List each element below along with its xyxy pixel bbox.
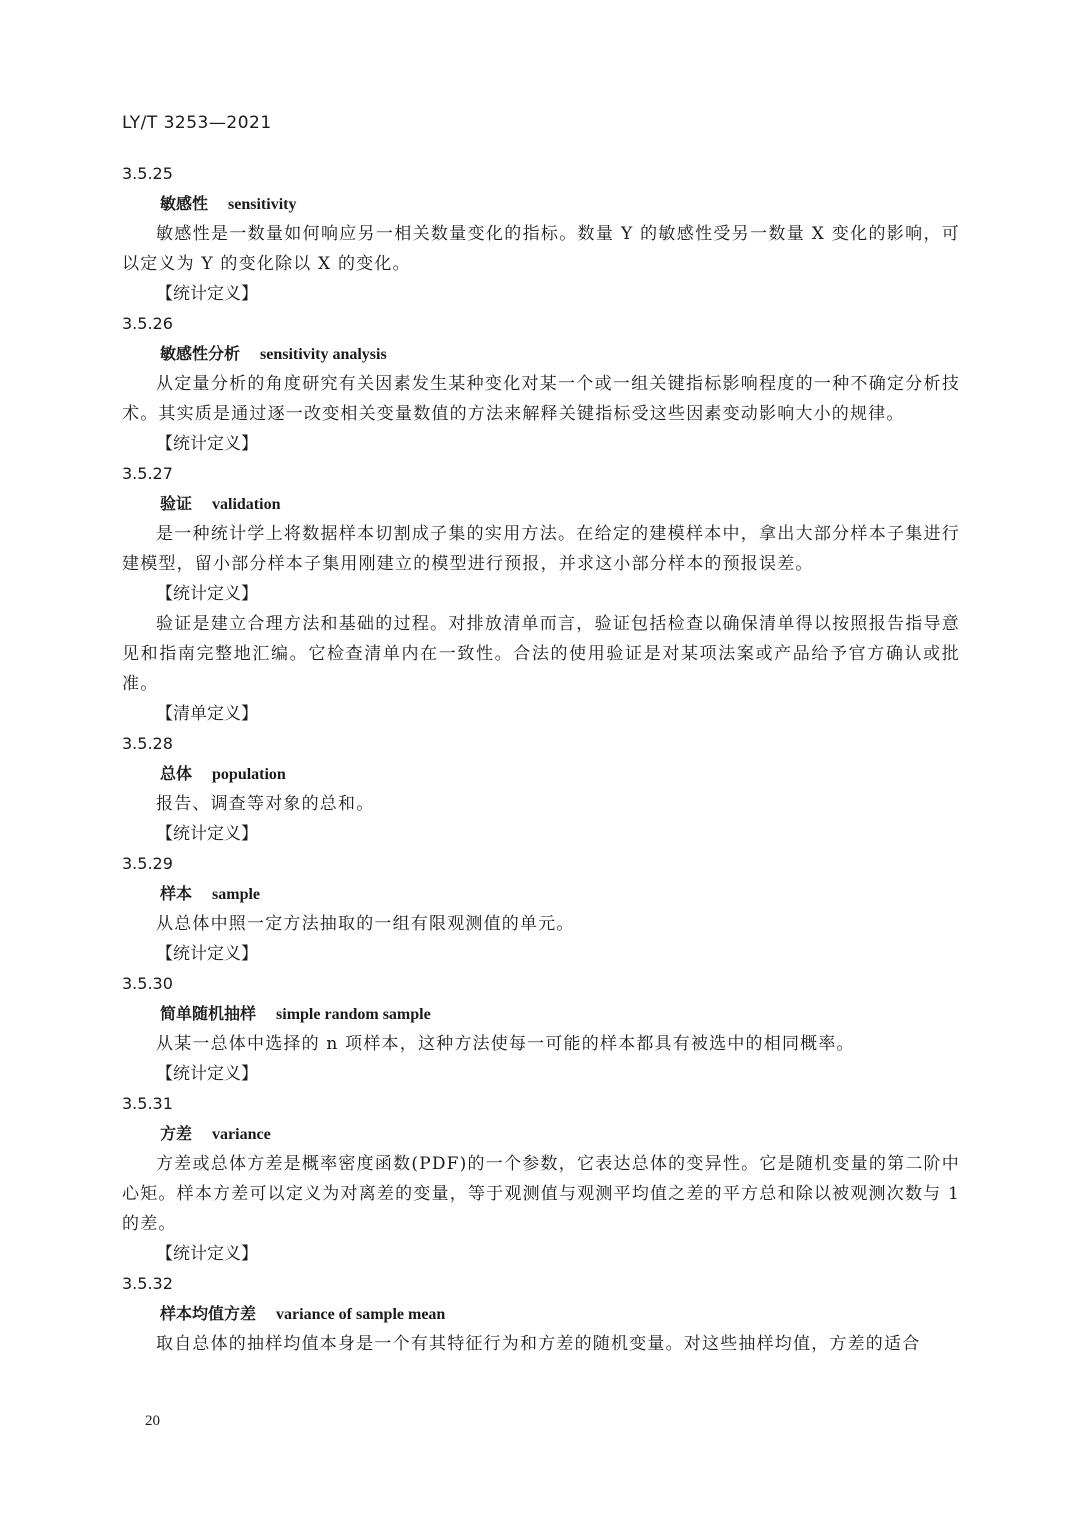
definition-entry [122, 309, 960, 459]
definition-text: 从定量分析的角度研究有关因素发生某种变化对某一个或一组关键指标影响程度的一种不确定分析技术。其实质是通过逐一改变相关变量数值的方法来解释关键指标受这些因素变动影响大小的规律。 [122, 374, 960, 424]
definition-entry [122, 1089, 960, 1269]
definition-source: 【统计定义】 [156, 824, 258, 844]
definition-source: 【统计定义】 [156, 284, 258, 304]
definitions-list [122, 159, 960, 1359]
definition-text: 报告、调查等对象的总和。 [156, 794, 375, 814]
term-heading [122, 1119, 960, 1149]
clause-number: 3.5.26 [122, 314, 173, 333]
definition-entry [122, 849, 960, 969]
definition-source: 【统计定义】 [156, 434, 258, 454]
definition-entry [122, 159, 960, 309]
definition-text: 取自总体的抽样均值本身是一个有其特征行为和方差的随机变量。对这些抽样均值，方差的适合 [156, 1334, 921, 1354]
term-heading [122, 489, 960, 519]
term-english: population [212, 766, 286, 783]
definition-text: 方差或总体方差是概率密度函数(PDF)的一个参数，它表达总体的变异性。它是随机变量的第二阶中心矩。样本方差可以定义为对离差的变量，等于观测值与观测平均值之差的平方总和除以被观测次数与 1 的差。 [122, 1154, 960, 1234]
clause-number: 3.5.32 [122, 1274, 173, 1293]
definition-text: 从总体中照一定方法抽取的一组有限观测值的单元。 [156, 914, 575, 934]
definition-text: 敏感性是一数量如何响应另一相关数量变化的指标。数量 Y 的敏感性受另一数量 X 变化的影响，可以定义为 Y 的变化除以 X 的变化。 [122, 224, 960, 274]
clause-number: 3.5.28 [122, 734, 173, 753]
definition-source: 【清单定义】 [156, 704, 258, 724]
definition-source: 【统计定义】 [156, 1064, 258, 1084]
term-english: validation [212, 496, 281, 513]
term-chinese: 敏感性分析 [160, 344, 241, 363]
term-chinese: 样本 [160, 884, 193, 903]
definition-text: 是一种统计学上将数据样本切割成子集的实用方法。在给定的建模样本中，拿出大部分样本子集进行建模型，留小部分样本子集用刚建立的模型进行预报，并求这小部分样本的预报误差。 [122, 524, 960, 574]
clause-number: 3.5.25 [122, 164, 173, 183]
term-english: sensitivity [228, 196, 297, 213]
term-english: simple random sample [276, 1006, 431, 1023]
term-chinese: 样本均值方差 [160, 1304, 257, 1323]
definition-entry [122, 969, 960, 1089]
term-heading [122, 339, 960, 369]
definition-text: 验证是建立合理方法和基础的过程。对排放清单而言，验证包括检查以确保清单得以按照报告指导意见和指南完整地汇编。它检查清单内在一致性。合法的使用验证是对某项法案或产品给予官方确认或批准。 [122, 614, 960, 694]
term-heading [122, 759, 960, 789]
definition-entry [122, 729, 960, 849]
definition-source: 【统计定义】 [156, 584, 258, 604]
page-number: 20 [145, 1413, 160, 1429]
term-chinese: 验证 [160, 494, 193, 513]
term-english: sensitivity analysis [260, 346, 387, 363]
term-chinese: 方差 [160, 1124, 193, 1143]
definition-entry [122, 1269, 960, 1359]
term-english: variance of sample mean [276, 1306, 446, 1323]
term-heading [122, 1299, 960, 1329]
document-standard-id: LY/T 3253—2021 [122, 113, 272, 133]
term-heading [122, 879, 960, 909]
definition-source: 【统计定义】 [156, 944, 258, 964]
term-heading [122, 189, 960, 219]
term-chinese: 总体 [160, 764, 193, 783]
term-chinese: 简单随机抽样 [160, 1004, 257, 1023]
term-heading [122, 999, 960, 1029]
clause-number: 3.5.27 [122, 464, 173, 483]
definition-text: 从某一总体中选择的 n 项样本，这种方法使每一可能的样本都具有被选中的相同概率。 [156, 1034, 855, 1054]
clause-number: 3.5.30 [122, 974, 173, 993]
definition-entry [122, 459, 960, 729]
term-chinese: 敏感性 [160, 194, 209, 213]
clause-number: 3.5.31 [122, 1094, 173, 1113]
term-english: sample [212, 886, 261, 903]
clause-number: 3.5.29 [122, 854, 173, 873]
term-english: variance [212, 1126, 271, 1143]
definition-source: 【统计定义】 [156, 1244, 258, 1264]
